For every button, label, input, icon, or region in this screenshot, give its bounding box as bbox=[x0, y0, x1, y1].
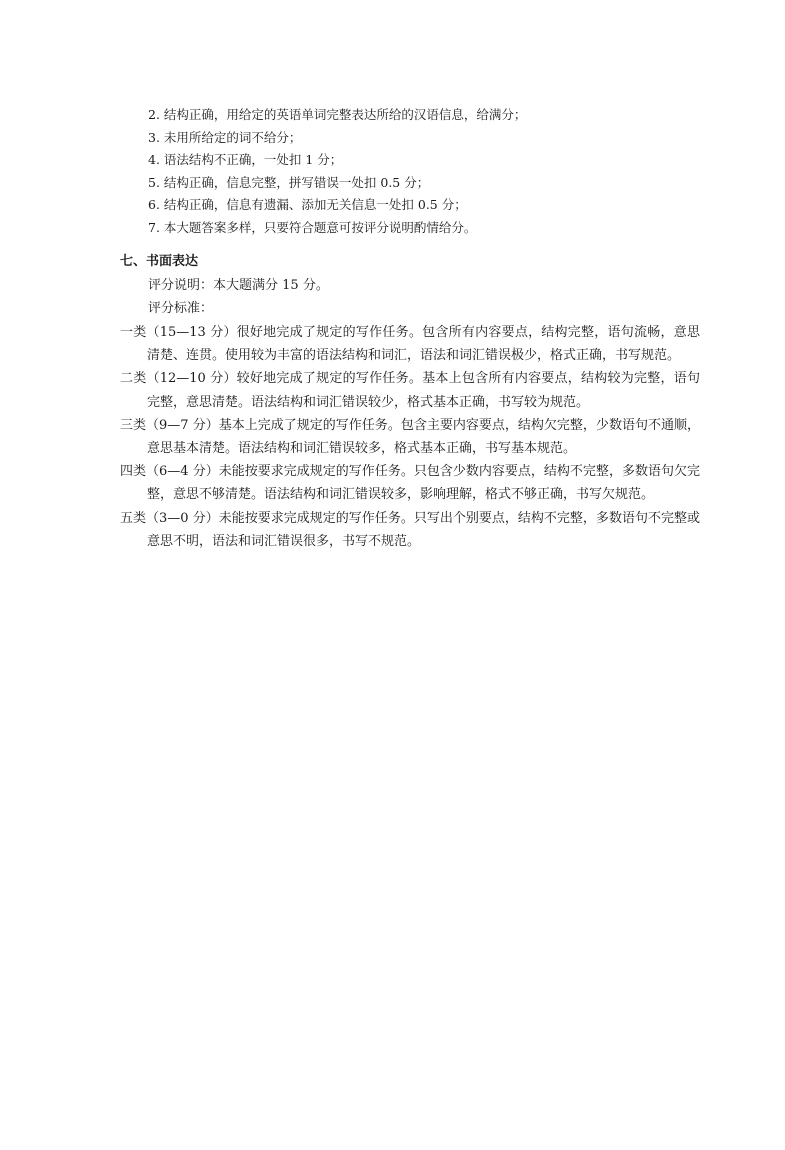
grade-item: 一类（15—13 分）很好地完成了规定的写作任务。包含所有内容要点，结构完整，语句流畅，意思清楚、连贯。使用较为丰富的语法结构和词汇，语法和词汇错误极少，格式正确，书写规范。 bbox=[120, 325, 700, 364]
grade-item: 三类（9—7 分）基本上完成了规定的写作任务。包含主要内容要点，结构欠完整，少数语句不通顺，意思基本清楚。语法结构和词汇错误较多，格式基本正确，书写基本规范。 bbox=[120, 417, 700, 457]
rule-item: 4. 语法结构不正确，一处扣 1 分； bbox=[148, 152, 343, 167]
rule-item: 3. 未用所给定的词不给分； bbox=[148, 129, 302, 145]
section-title: 七、书面表达 bbox=[120, 254, 199, 269]
rule-item: 2. 结构正确，用给定的英语单词完整表达所给的汉语信息，给满分； bbox=[148, 107, 527, 122]
grade-item: 二类（12—10 分）较好地完成了规定的写作任务。基本上包含所有内容要点，结构较为完整，语句完整，意思清楚。语法结构和词汇错误较少，格式基本正确，书写较为规范。 bbox=[120, 371, 700, 410]
criteria-heading bbox=[120, 297, 700, 320]
score-note-label: 评分说明： bbox=[148, 278, 214, 293]
score-note-text: 本大题满分 15 分。 bbox=[213, 278, 329, 293]
scoring-rules-list bbox=[148, 104, 708, 239]
criteria-label: 评分标准： bbox=[148, 301, 214, 316]
rule-item: 7. 本大题答案多样，只要符合题意可按评分说明酌情给分。 bbox=[148, 219, 477, 235]
rule-item: 5. 结构正确，信息完整，拼写错误一处扣 0.5 分； bbox=[148, 174, 430, 190]
writing-section bbox=[120, 250, 700, 553]
rule-item: 6. 结构正确，信息有遗漏、添加无关信息一处扣 0.5 分； bbox=[148, 197, 467, 212]
grade-item: 五类（3—0 分）未能按要求完成规定的写作任务。只写出个别要点，结构不完整，多数语句不完整或意思不明，语法和词汇错误很多，书写不规范。 bbox=[120, 510, 700, 549]
score-note bbox=[120, 274, 700, 297]
grade-list bbox=[120, 321, 700, 553]
grade-item: 四类（6—4 分）未能按要求完成规定的写作任务。只包含少数内容要点，结构不完整，多数语句欠完整，意思不够清楚。语法结构和词汇错误较多，影响理解，格式不够正确，书写欠规范。 bbox=[120, 464, 700, 503]
